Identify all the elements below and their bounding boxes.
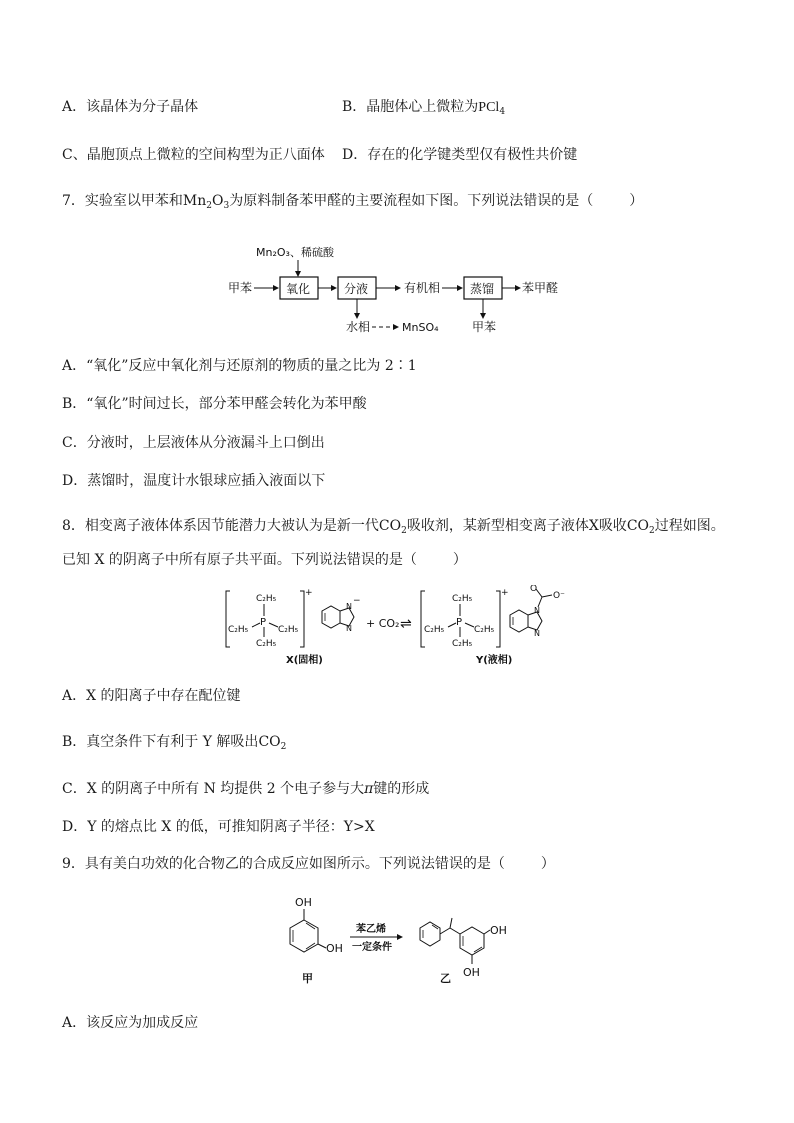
q7-stem-pre: 7．实验室以甲苯和 [62,193,183,209]
q6-option-b [342,98,505,117]
q6-option-b-subscript: 4 [499,107,506,117]
q8-stem2-text: 已知 X 的阴离子中所有原子共平面。下列说法错误的是（ [62,552,417,568]
q8-y-cation-charge: + [501,588,509,598]
q7-stem [62,192,643,210]
q9-reagent: 苯乙烯 [356,924,386,935]
q7-stem-post: 为原料制备苯甲醛的主要流程如下图。下列说法错误的是（ [229,193,594,209]
q7-stem-sub2: 3 [223,201,230,211]
q8-stem-sub: 2 [401,526,407,536]
q8-option-b [62,733,286,751]
q8-label-y: Y(液相) [476,655,513,666]
q9-label-b: 乙 [440,972,451,985]
q8-co2-term: + CO₂ [366,617,400,630]
q6-option-d: D．存在的化学键类型仅有极性共价键 [342,147,578,163]
q8-y-ethyl-right: C₂H₅ [474,625,495,635]
q8-x-anion-n2: N [346,624,352,633]
q9-condition: 一定条件 [352,942,392,953]
q8-reaction-figure [220,585,580,669]
q7-stem-o: O [212,193,224,209]
q8-y-ethyl-top: C₂H₅ [452,594,473,604]
q8-x-anion-charge: − [353,596,361,606]
q8-option-c-pi: π [364,781,374,797]
q8-stem-mid: 吸收剂，某新型相变离子液体 [406,518,589,534]
q9-a-oh-right: OH [326,942,343,955]
q7-flow-recycle: 甲苯 [472,320,497,334]
q9-stem-text: 9．具有美白功效的化合物乙的合成反应如图所示。下列说法错误的是（ [62,856,505,872]
q8-option-c [62,780,429,798]
q8-label-x: X(固相) [286,655,323,666]
q6-option-a: A．该晶体为分子晶体 [62,99,199,115]
q7-option-c: C．分液时，上层液体从分液漏斗上口倒出 [62,435,325,451]
q7-flow-product: 苯甲醛 [522,281,559,295]
q8-y-anion-o-minus: O⁻ [553,591,565,601]
q7-flow-salt: MnSO₄ [402,321,439,334]
q6-option-b-text: B．晶胞体心上微粒为 [342,99,479,115]
q7-flow-mid: 有机相 [404,281,441,295]
q8-stem-co2: CO [626,518,650,534]
q8-stem-mid2: 吸收 [598,518,627,534]
q8-y-phosphorus: P [456,617,463,628]
q8-stem-x: X [588,518,599,534]
q9-stem [62,855,555,873]
q8-stem-co: CO [378,518,402,534]
q8-option-b-text: B．真空条件下有利于 Y 解吸出 [62,734,259,750]
q8-equilibrium-arrow: ⇌ [400,616,412,632]
q8-x-ethyl-right: C₂H₅ [278,625,299,635]
q7-flow-reagents: Mn₂O₃、稀硫酸 [256,246,334,259]
q8-option-a: A．X 的阳离子中存在配位键 [62,688,241,704]
q8-option-b-sub: 2 [280,742,287,752]
q8-stem-sub2: 2 [649,526,655,536]
q8-x-ethyl-top: C₂H₅ [256,594,277,604]
q6-option-b-formula: PCl [478,100,500,115]
q9-synthesis-figure [270,892,530,996]
q8-x-ethyl-left: C₂H₅ [228,625,249,635]
q8-x-anion-n1: N [346,602,352,611]
q8-x-cation-charge: + [305,588,313,598]
q9-a-oh-top: OH [295,896,312,909]
q8-option-c-post: 键的形成 [373,781,430,797]
q7-flow-box3-label: 蒸馏 [470,282,495,296]
q7-stem-close: ） [629,193,644,209]
q7-option-a: A．“氧化”反应中氧化剂与还原剂的物质的量之比为 2∶1 [62,358,417,374]
q8-stem-line2 [62,551,467,569]
q8-option-c-text: C．X 的阴离子中所有 N 均提供 2 个电子参与大 [62,781,365,797]
q9-stem-close: ） [540,856,555,872]
q7-stem-mn: Mn [182,193,207,209]
q8-y-anion-o: O [530,585,538,594]
q7-option-d: D．蒸馏时，温度计水银球应插入液面以下 [62,473,326,489]
q8-y-anion-n1: N [534,606,540,615]
q6-option-c: C、晶胞顶点上微粒的空间构型为正八面体 [62,147,325,163]
q9-b-oh-right: OH [490,924,507,937]
q9-b-oh-bottom: OH [463,966,480,979]
q7-option-b: B．“氧化”时间过长，部分苯甲醛会转化为苯甲酸 [62,396,367,412]
q8-stem2-close: ） [452,552,467,568]
q8-stem-post: 过程如图。 [654,518,725,534]
q9-option-a: A．该反应为加成反应 [62,1015,199,1031]
q9-label-a: 甲 [302,972,313,985]
q8-stem-line1 [62,517,725,535]
q8-x-ethyl-bottom: C₂H₅ [256,639,277,649]
q8-x-phosphorus: P [260,617,267,628]
q8-y-ethyl-bottom: C₂H₅ [452,639,473,649]
q7-flow-box1-label: 氧化 [286,282,311,296]
q8-option-b-co: CO [258,734,281,750]
q7-stem-sub1: 2 [206,201,213,211]
q8-y-anion-n2: N [534,629,540,638]
q7-flow-aqueous: 水相 [346,320,371,334]
q7-flow-box2-label: 分液 [344,282,369,296]
q8-y-ethyl-left: C₂H₅ [424,625,445,635]
q8-option-d: D．Y 的熔点比 X 的低，可推知阴离子半径：Y>X [62,819,375,835]
q7-flow-start: 甲苯 [228,281,253,295]
q8-stem-pre: 8．相变离子液体体系因节能潜力大被认为是新一代 [62,518,379,534]
q7-flow-diagram [222,240,582,336]
